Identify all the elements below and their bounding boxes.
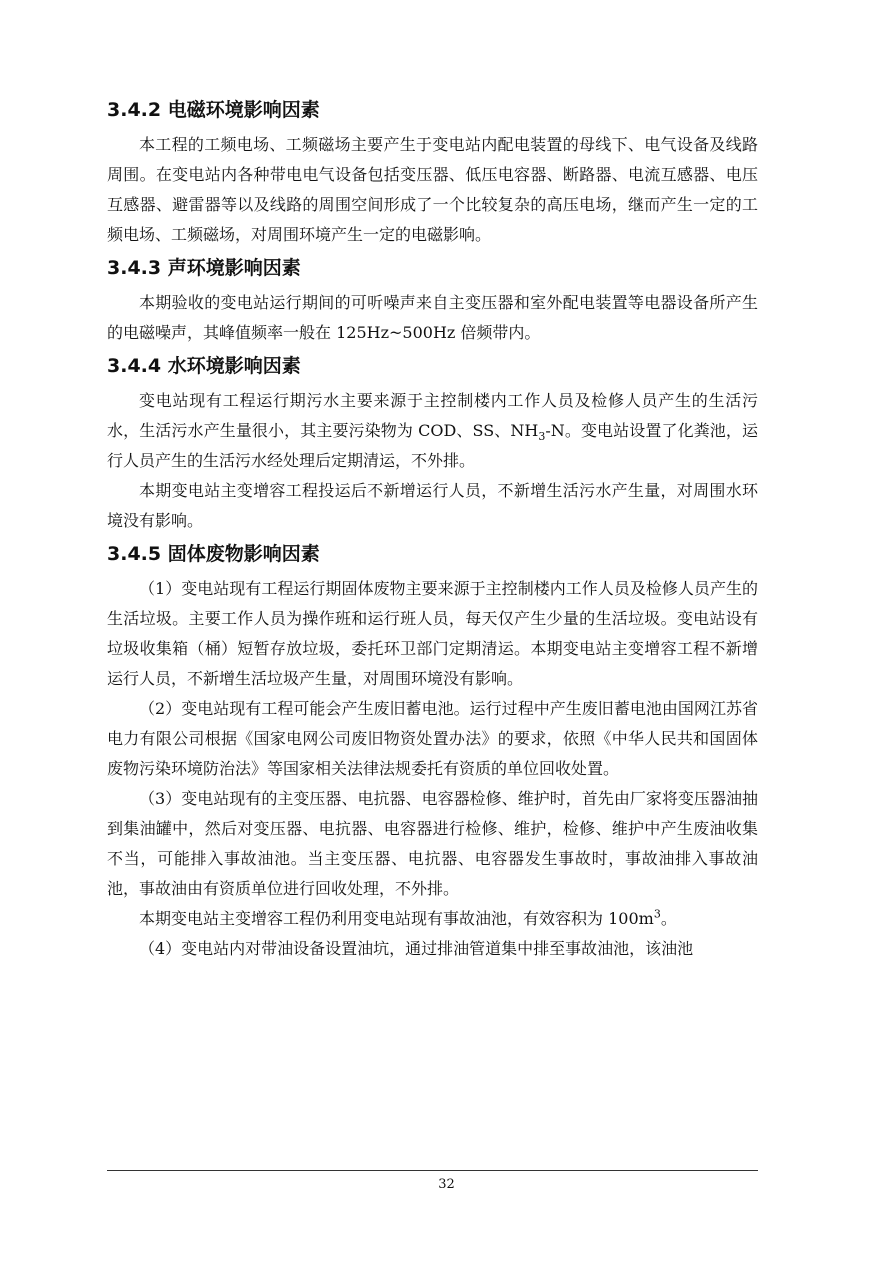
paragraph-solid-waste-3: （3）变电站现有的主变压器、电抗器、电容器检修、维护时，首先由厂家将变压器油抽到集油罐中，然后对变压器、电抗器、电容器进行检修、维护，检修、维护中产生废油收集不当，可能排入事故油池。当主变压器、电抗器、电容器发生事故时，事故油排入事故油池，事故油由有资质单位进行回收处理，不外排。	[107, 789, 758, 898]
paragraph-wastewater-part-2: -N。变电站设置了化粪池，运行人员产生的生活污水经处理后定期清运，不外排。	[107, 421, 758, 470]
paragraph-oil-pool	[107, 904, 758, 934]
paragraph-solid-waste-4: （4）变电站内对带油设备设置油坑，通过排油管道集中排至事故油池，该油池	[139, 939, 694, 958]
section-heading-3-4-4: 3.4.4 水环境影响因素	[107, 355, 301, 377]
page-number: 32	[438, 1177, 455, 1192]
paragraph-solid-waste-2: （2）变电站现有工程可能会产生废旧蓄电池。运行过程中产生废旧蓄电池由国网江苏省电力有限公司根据《国家电网公司废旧物资处置办法》的要求，依照《中华人民共和国固体废物污染环境防治法》等国家相关法律法规委托有资质的单位回收处置。	[107, 699, 758, 778]
footer-divider	[107, 1170, 758, 1171]
paragraph-noise: 本期验收的变电站运行期间的可听噪声来自主变压器和室外配电装置等电器设备所产生的电磁噪声，其峰值频率一般在 125Hz~500Hz 倍频带内。	[107, 293, 758, 342]
paragraph-wastewater	[107, 386, 758, 476]
paragraph-electromagnetic: 本工程的工频电场、工频磁场主要产生于变电站内配电装置的母线下、电气设备及线路周围。在变电站内各种带电电气设备包括变压器、低压电容器、断路器、电流互感器、电压互感器、避雷器等以及线路的周围空间形成了一个比较复杂的高压电场，继而产生一定的工频电场、工频磁场，对周围环境产生一定的电磁影响。	[107, 135, 758, 244]
paragraph-oil-pool-part-2: 。	[660, 909, 677, 928]
paragraph-oil-pool-part-1: 本期变电站主变增容工程仍利用变电站现有事故油池，有效容积为 100m	[139, 909, 654, 928]
paragraph-wastewater-part-1: 变电站现有工程运行期污水主要来源于主控制楼内工作人员及检修人员产生的生活污水，生活污水产生量很小，其主要污染物为 COD、SS、NH	[107, 391, 758, 440]
paragraph-water-impact: 本期变电站主变增容工程投运后不新增运行人员，不新增生活污水产生量，对周围水环境没有影响。	[107, 481, 758, 530]
section-heading-3-4-2: 3.4.2 电磁环境影响因素	[107, 99, 320, 121]
paragraph-solid-waste-1: （1）变电站现有工程运行期固体废物主要来源于主控制楼内工作人员及检修人员产生的生活垃圾。主要工作人员为操作班和运行班人员，每天仅产生少量的生活垃圾。变电站设有垃圾收集箱（桶）短暂存放垃圾，委托环卫部门定期清运。本期变电站主变增容工程不新增运行人员，不新增生活垃圾产生量，对周围环境没有影响。	[107, 579, 758, 688]
document-body	[107, 96, 758, 964]
section-heading-3-4-3: 3.4.3 声环境影响因素	[107, 257, 301, 279]
subscript-3: 3	[538, 430, 546, 444]
superscript-3: 3	[653, 907, 661, 921]
section-heading-3-4-5: 3.4.5 固体废物影响因素	[107, 543, 320, 565]
